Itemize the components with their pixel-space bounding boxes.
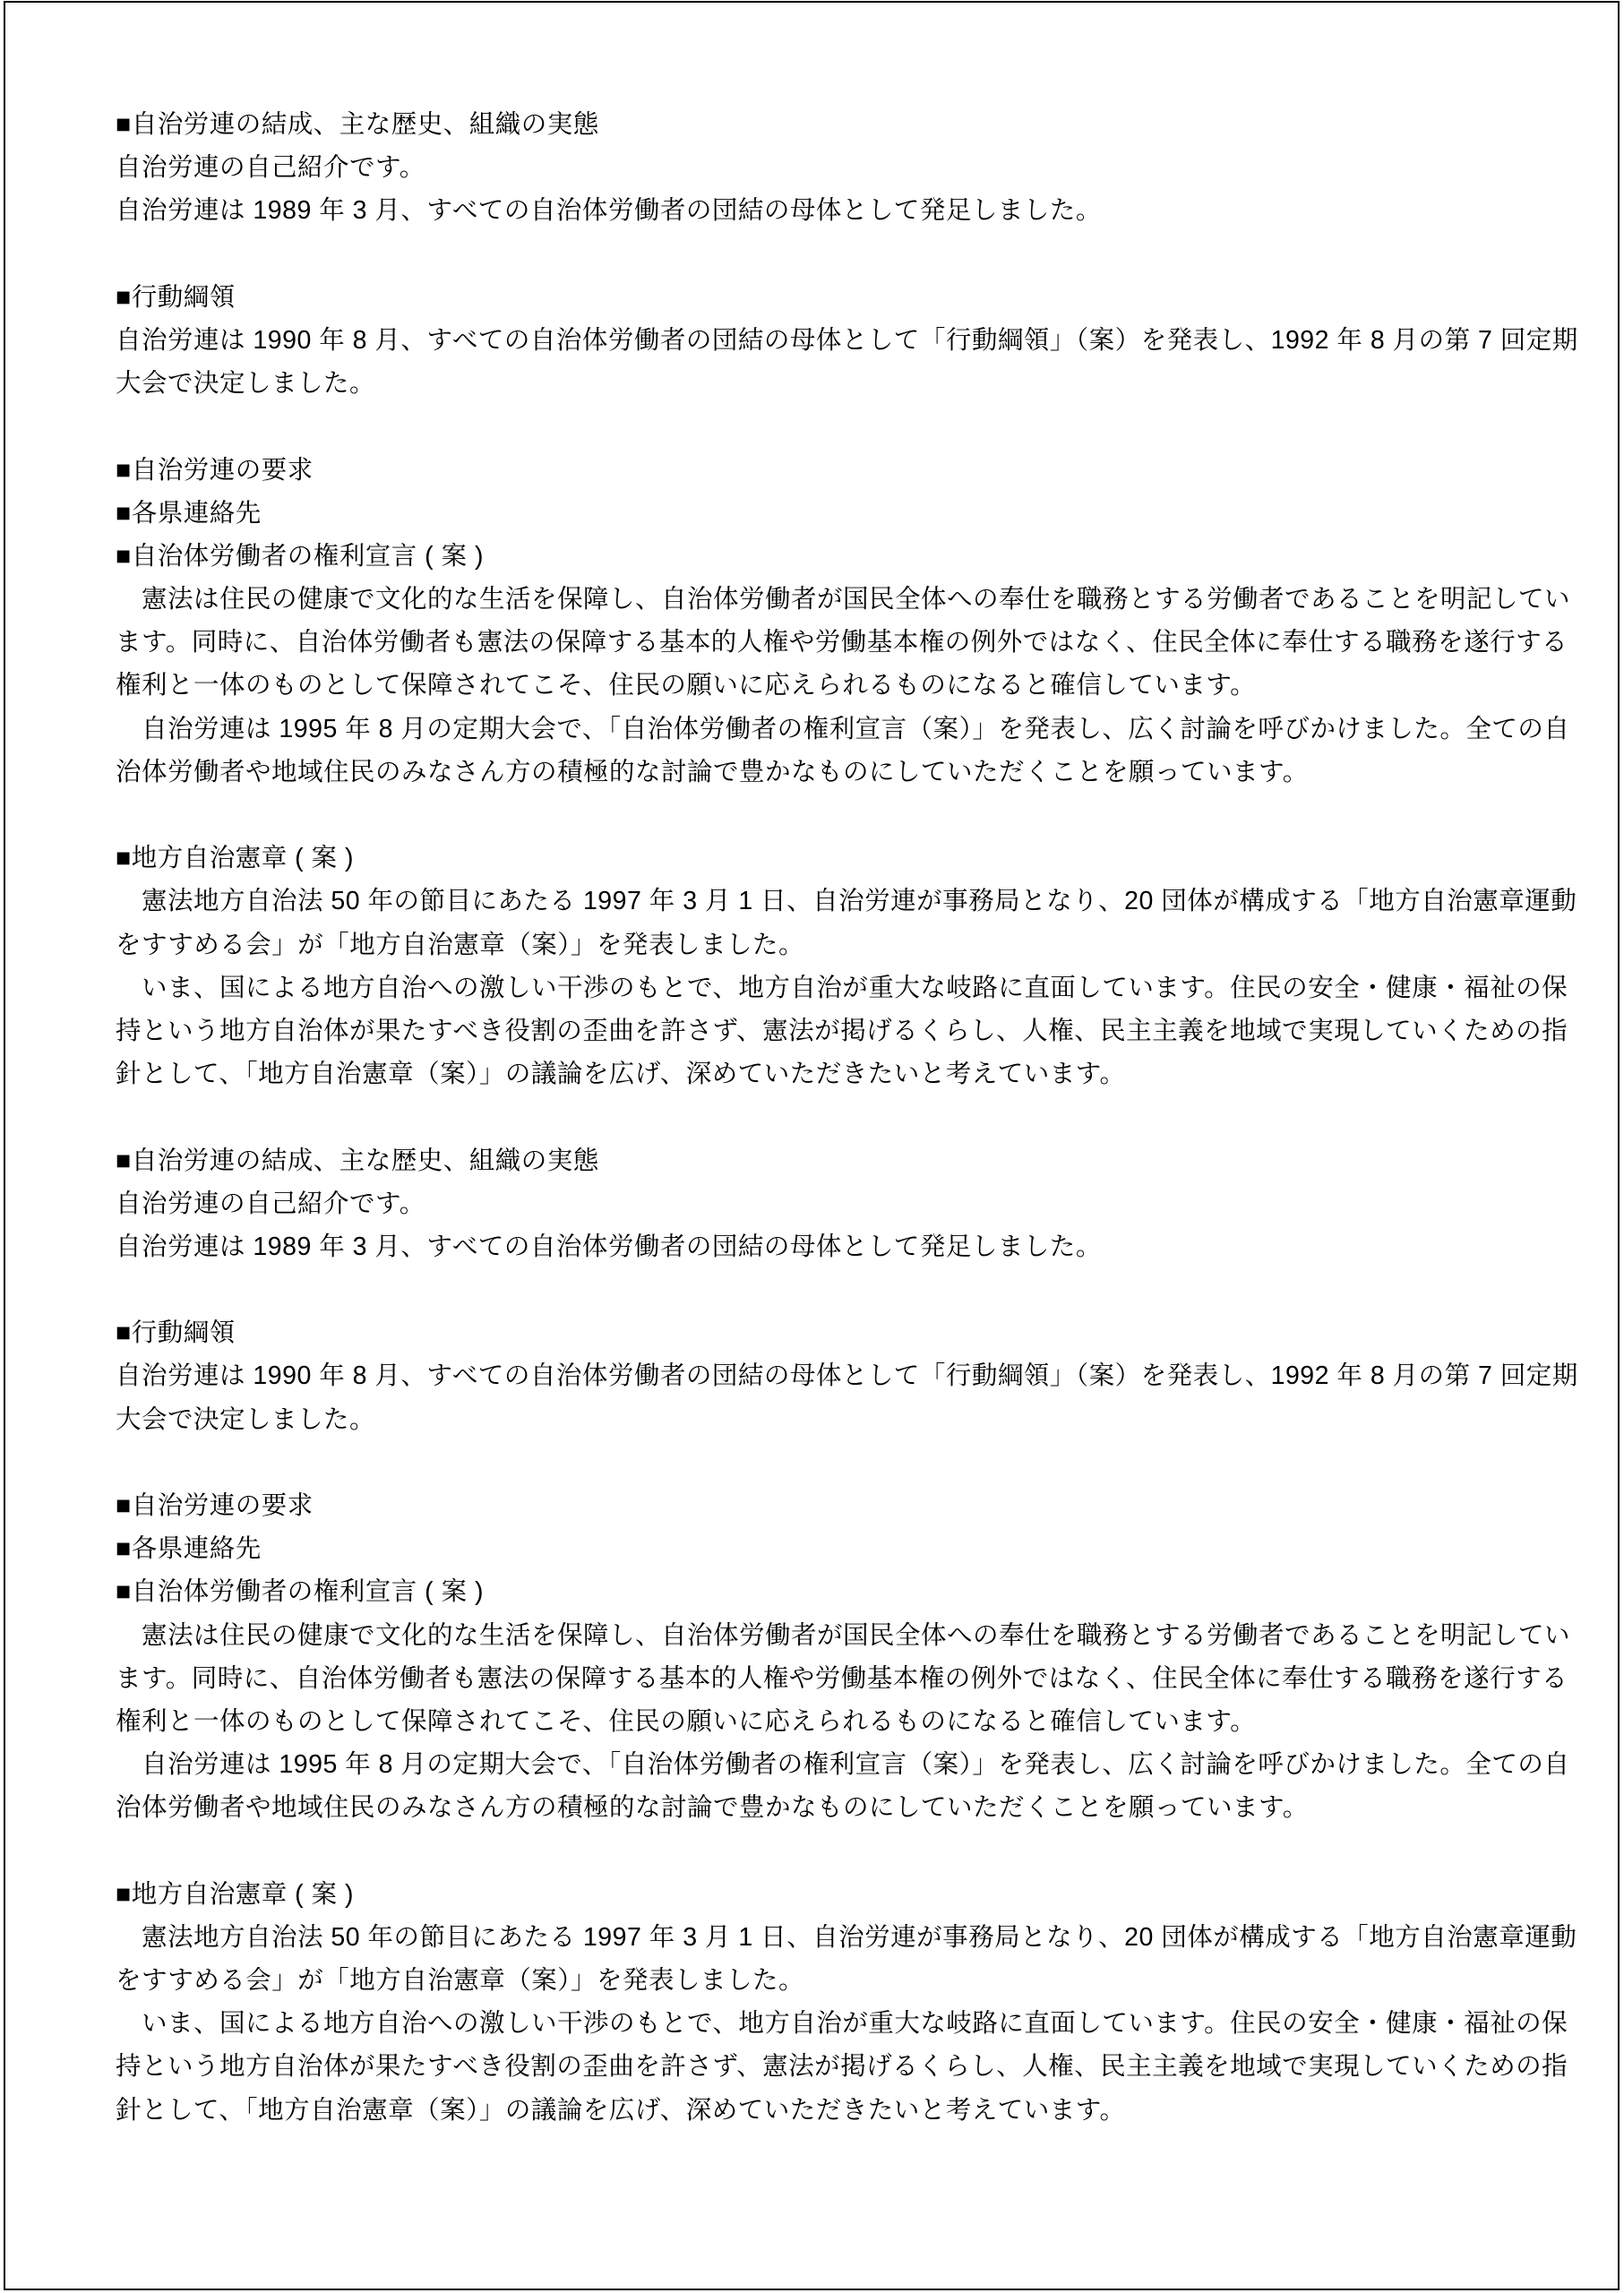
document-section-rights-2 xyxy=(116,1484,1591,1830)
text-line: 権利と一体のものとして保障されてこそ、住民の願いに応えられるものになると確信しています。 xyxy=(116,671,1257,700)
page-content xyxy=(5,3,1618,2132)
text-line: 自治労連の自己紹介です。 xyxy=(116,153,425,183)
section-heading: ■自治労連の結成、主な歴史、組織の実態 xyxy=(116,1146,599,1175)
section-heading: ■各県連絡先 xyxy=(116,498,262,528)
section-heading: ■自治労連の要求 xyxy=(116,455,314,485)
section-heading: ■地方自治憲章 ( 案 ) xyxy=(116,1879,354,1909)
text-line: をすすめる会」が「地方自治憲章（案）」を発表しました。 xyxy=(116,930,805,959)
text-line: 憲法地方自治法 50 年の節目にあたる 1997 年 3 月 1 日、自治労連が事務局となり、20 団体が構成する「地方自治憲章運動 xyxy=(116,887,1577,916)
document-section-program-1 xyxy=(116,276,1591,406)
text-line: 憲法は住民の健康で文化的な生活を保障し、自治体労働者が国民全体への奉仕を職務とする労働者であることを明記してい xyxy=(116,1620,1571,1650)
text-line: 自治労連は 1995 年 8 月の定期大会で、「自治体労働者の権利宣言（案）」を発表し、広く討論を呼びかけました。全ての自 xyxy=(116,1750,1570,1780)
section-heading: ■各県連絡先 xyxy=(116,1534,262,1564)
text-line: 権利と一体のものとして保障されてこそ、住民の願いに応えられるものになると確信しています。 xyxy=(116,1706,1257,1736)
section-heading: ■自治体労働者の権利宣言 ( 案 ) xyxy=(116,1577,484,1607)
text-line: 治体労働者や地域住民のみなさん方の積極的な討論で豊かなものにしていただくことを願っています。 xyxy=(116,1793,1309,1823)
text-line: 針として、「地方自治憲章（案）」の議論を広げ、深めていただきたいと考えています。 xyxy=(116,2095,1126,2125)
document-section-charter-1 xyxy=(116,837,1591,1095)
section-heading: ■行動綱領 xyxy=(116,282,236,312)
text-line: 自治労連は 1995 年 8 月の定期大会で、「自治体労働者の権利宣言（案）」を発表し、広く討論を呼びかけました。全ての自 xyxy=(116,714,1570,743)
text-line: 自治労連は 1989 年 3 月、すべての自治体労働者の団結の母体として発足しました。 xyxy=(116,196,1102,226)
text-line: 持という地方自治体が果たすべき役割の歪曲を許さず、憲法が掲げるくらし、人権、民主主義を地域で実現していくための指 xyxy=(116,2052,1568,2082)
section-heading: ■自治体労働者の権利宣言 ( 案 ) xyxy=(116,541,484,571)
text-line: 持という地方自治体が果たすべき役割の歪曲を許さず、憲法が掲げるくらし、人権、民主主義を地域で実現していくための指 xyxy=(116,1016,1568,1045)
text-line: 治体労働者や地域住民のみなさん方の積極的な討論で豊かなものにしていただくことを願っています。 xyxy=(116,757,1309,786)
document-section-formation-1 xyxy=(116,103,1591,233)
document-section-charter-2 xyxy=(116,1873,1591,2132)
text-line: 大会で決定しました。 xyxy=(116,369,376,399)
text-line: ます。同時に、自治体労働者も憲法の保障する基本的人権や労働基本権の例外ではなく、住民全体に奉仕する職務を遂行する xyxy=(116,1663,1568,1693)
text-line: 自治労連は 1990 年 8 月、すべての自治体労働者の団結の母体として「行動綱領」（案）を発表し、1992 年 8 月の第 7 回定期 xyxy=(116,325,1578,355)
section-heading: ■行動綱領 xyxy=(116,1318,236,1348)
text-line: 大会で決定しました。 xyxy=(116,1404,376,1434)
text-line: 自治労連は 1990 年 8 月、すべての自治体労働者の団結の母体として「行動綱領」（案）を発表し、1992 年 8 月の第 7 回定期 xyxy=(116,1361,1578,1391)
section-heading: ■自治労連の要求 xyxy=(116,1491,314,1520)
text-line: ます。同時に、自治体労働者も憲法の保障する基本的人権や労働基本権の例外ではなく、住民全体に奉仕する職務を遂行する xyxy=(116,628,1568,657)
document-section-rights-1 xyxy=(116,449,1591,794)
text-line: いま、国による地方自治への激しい干渉のもとで、地方自治が重大な岐路に直面しています。住民の安全・健康・福祉の保 xyxy=(116,2009,1568,2039)
text-line: 憲法は住民の健康で文化的な生活を保障し、自治体労働者が国民全体への奉仕を職務とする労働者であることを明記してい xyxy=(116,585,1571,614)
document-section-formation-2 xyxy=(116,1139,1591,1269)
document-section-program-2 xyxy=(116,1311,1591,1441)
text-line: 憲法地方自治法 50 年の節目にあたる 1997 年 3 月 1 日、自治労連が事務局となり、20 団体が構成する「地方自治憲章運動 xyxy=(116,1922,1577,1952)
text-line: をすすめる会」が「地方自治憲章（案）」を発表しました。 xyxy=(116,1966,805,1996)
text-line: いま、国による地方自治への激しい干渉のもとで、地方自治が重大な岐路に直面しています。住民の安全・健康・福祉の保 xyxy=(116,973,1568,1002)
document-page xyxy=(4,1,1620,2290)
text-line: 自治労連は 1989 年 3 月、すべての自治体労働者の団結の母体として発足しました。 xyxy=(116,1232,1102,1261)
text-line: 自治労連の自己紹介です。 xyxy=(116,1189,425,1218)
text-line: 針として、「地方自治憲章（案）」の議論を広げ、深めていただきたいと考えています。 xyxy=(116,1060,1126,1089)
section-heading: ■自治労連の結成、主な歴史、組織の実態 xyxy=(116,110,599,139)
section-heading: ■地方自治憲章 ( 案 ) xyxy=(116,844,354,873)
